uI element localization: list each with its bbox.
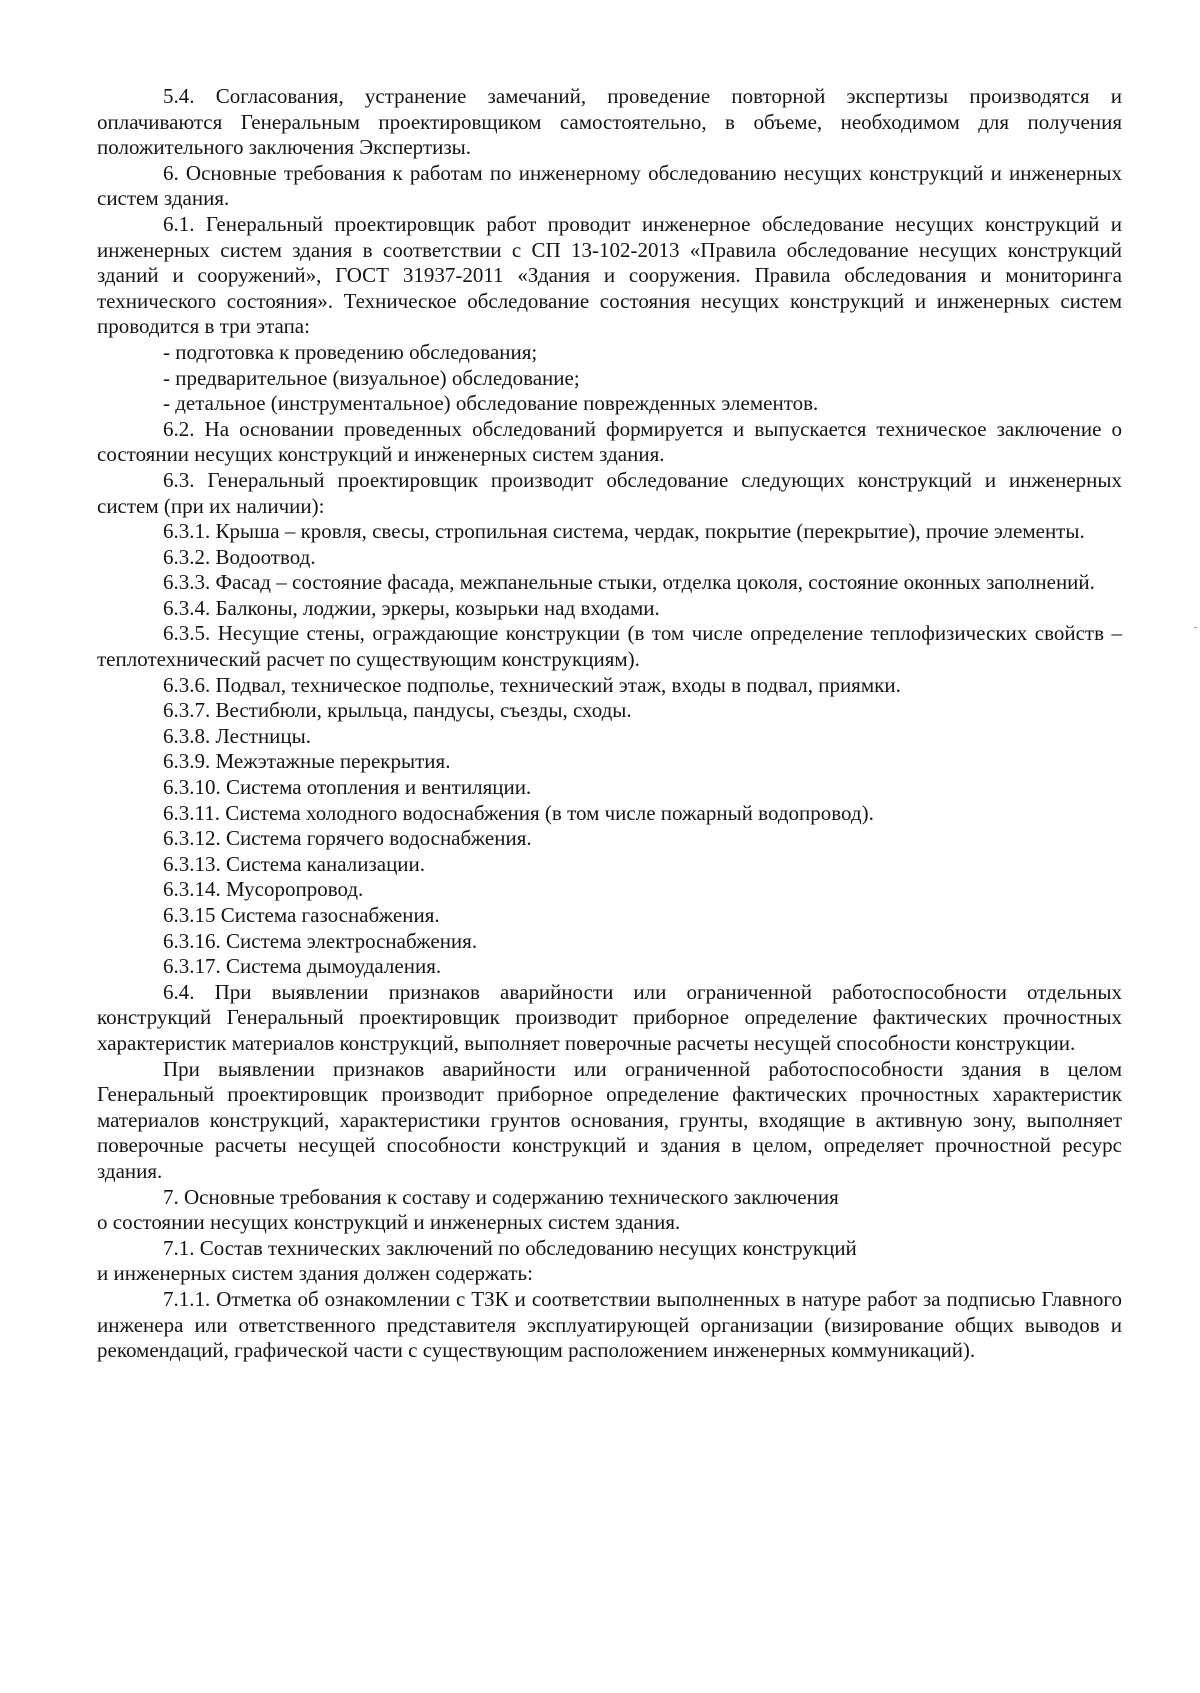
item-6-3-12: 6.3.12. Система горячего водоснабжения. [163, 826, 532, 851]
item-6-3-17: 6.3.17. Система дымоудаления. [163, 954, 442, 979]
list-item-visual-inspection: - предварительное (визуальное) обследование; [163, 365, 580, 390]
item-6-3-15: 6.3.15 Система газоснабжения. [163, 903, 440, 927]
section-7-heading-line-2: о состоянии несущих конструкций и инженерных систем здания. [97, 1210, 681, 1235]
item-6-3-8: 6.3.8. Лестницы. [163, 723, 312, 748]
item-6-3-14: 6.3.14. Мусоропровод. [163, 877, 364, 902]
item-6-3-9: 6.3.9. Межэтажные перекрытия. [163, 749, 451, 774]
item-6-3-1: 6.3.1. Крыша – кровля, свесы, стропильная система, чердак, покрытие (перекрытие), прочие элементы. [163, 519, 1085, 544]
item-6-3-7: 6.3.7. Вестибюли, крыльца, пандусы, съезды, сходы. [163, 698, 632, 723]
list-item-detailed-inspection: - детальное (инструментальное) обследование поврежденных элементов. [163, 391, 819, 416]
paragraph-5-4: 5.4. Согласования, устранение замечаний, проведение повторной экспертизы производятся и оплачиваются Генеральным проектировщиком самостоятельно, в объеме, необходимом для получения положительного заключения Экспертизы. [97, 84, 1122, 160]
paragraph-6-4: 6.4. При выявлении признаков аварийности или ограниченной работоспособности отдельных конструкций Генеральный проектировщик производит приборное определение фактических прочностных характеристик материалов конструкций, выполняет поверочные расчеты несущей способности конструкции. [97, 979, 1122, 1055]
item-6-3-6: 6.3.6. Подвал, техническое подполье, технический этаж, входы в подвал, приямки. [163, 672, 901, 697]
section-7-heading [97, 1185, 1122, 1236]
document-text [97, 84, 1122, 1364]
paragraph-6-2: 6.2. На основании проведенных обследований формируется и выпускается техническое заключение о состоянии несущих конструкций и инженерных систем здания. [97, 416, 1122, 467]
item-6-3-13: 6.3.13. Система канализации. [163, 851, 426, 876]
paragraph-6-3: 6.3. Генеральный проектировщик производит обследование следующих конструкций и инженерных систем (при их наличии): [97, 467, 1122, 518]
section-6-heading: 6. Основные требования к работам по инженерному обследованию несущих конструкций и инженерных систем здания. [97, 160, 1122, 211]
item-7-1-line-1: 7.1. Состав технических заключений по обследованию несущих конструкций [163, 1235, 857, 1260]
item-6-3-16: 6.3.16. Система электроснабжения. [163, 928, 478, 953]
item-6-3-2: 6.3.2. Водоотвод. [163, 544, 316, 569]
item-6-3-5: 6.3.5. Несущие стены, ограждающие конструкции (в том числе определение теплофизических свойств – теплотехнический расчет по существующим конструкциям). [97, 621, 1122, 672]
item-6-3-4: 6.3.4. Балконы, лоджии, эркеры, козырьки над входами. [163, 595, 660, 620]
item-6-3-3: 6.3.3. Фасад – состояние фасада, межпанельные стыки, отделка цоколя, состояние оконных заполнений. [163, 570, 1095, 595]
item-6-3-10: 6.3.10. Система отопления и вентиляции. [163, 775, 532, 800]
item-6-3-11: 6.3.11. Система холодного водоснабжения (в том числе пожарный водопровод). [163, 800, 874, 825]
item-7-1-1: 7.1.1. Отметка об ознакомлении с ТЗК и соответствии выполненных в натуре работ за подписью Главного инженера или ответственного представителя эксплуатирующей организации (визирование общих выводов и рекомендаций, графической части с существующим расположением инженерных коммуникаций). [97, 1286, 1122, 1363]
paragraph-6-4-building: При выявлении признаков аварийности или ограниченной работоспособности здания в целом Генеральный проектировщик производит приборное определение фактических прочностных характеристик материалов конструкций, характеристики грунтов основания, грунты, входящие в активную зону, выполняет поверочные расчеты несущей способности конструкций и здания в целом, определяет прочностной ресурс здания. [97, 1056, 1122, 1183]
item-7-1 [97, 1236, 1122, 1287]
section-7-heading-line-1: 7. Основные требования к составу и содержанию технического заключения [163, 1184, 839, 1209]
item-7-1-line-2: и инженерных систем здания должен содержать: [97, 1261, 533, 1286]
paragraph-6-1: 6.1. Генеральный проектировщик работ проводит инженерное обследование несущих конструкций и инженерных систем здания в соответствии с СП 13-102-2013 «Правила обследование несущих конструкций зданий и сооружений», ГОСТ 31937-2011 «Здания и сооружения. Правила обследования и мониторинга технического состояния». Техническое обследование состояния несущих конструкций и инженерных систем проводится в три этапа: [97, 211, 1122, 339]
scan-edge-mark [1194, 627, 1197, 628]
list-item-preparation: - подготовка к проведению обследования; [163, 339, 538, 364]
